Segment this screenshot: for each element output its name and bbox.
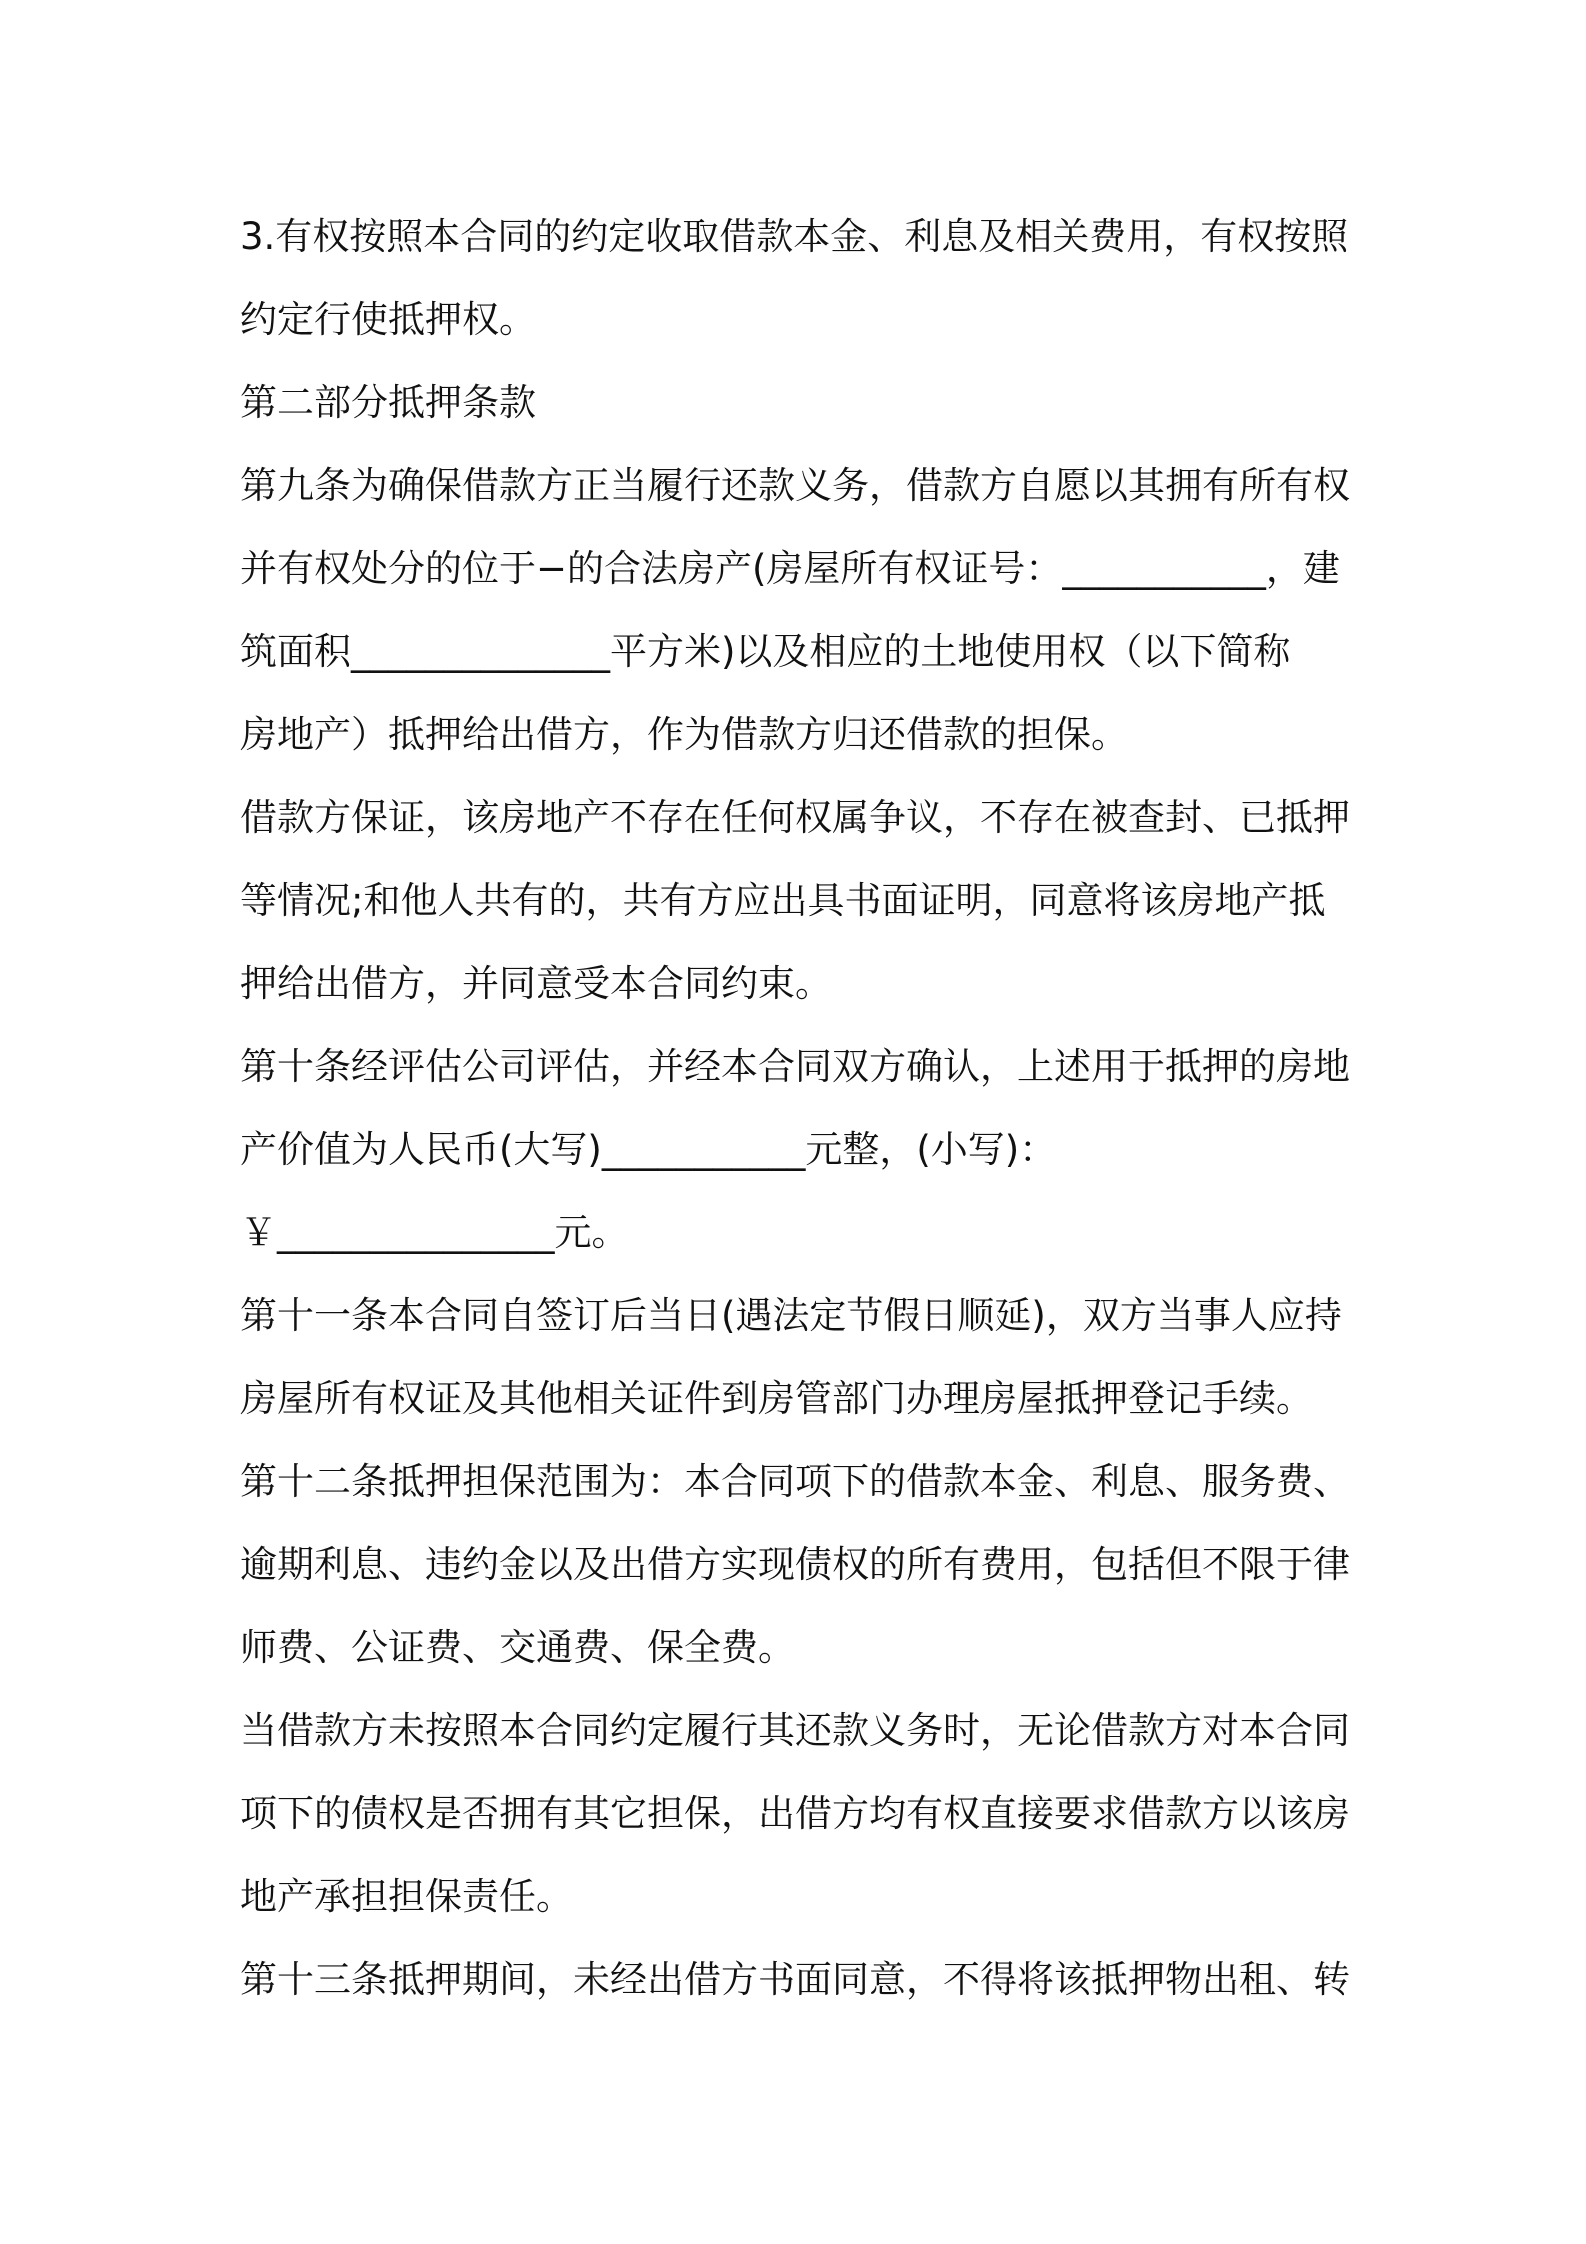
text-line: 房地产）抵押给出借方，作为借款方归还借款的担保。 xyxy=(240,713,1128,756)
text-line: 第十三条抵押期间，未经出借方书面同意，不得将该抵押物出租、转 xyxy=(240,1958,1350,2001)
contract-body xyxy=(240,195,1360,2021)
text-line: 筑面积______________平方米)以及相应的土地使用权（以下简称 xyxy=(240,630,1291,673)
text-line: 逾期利息、违约金以及出借方实现债权的所有费用，包括但不限于律 xyxy=(240,1543,1350,1586)
text-line: 押给出借方，并同意受本合同约束。 xyxy=(240,962,832,1005)
text-line: 等情况;和他人共有的，共有方应出具书面证明，同意将该房地产抵 xyxy=(240,879,1326,922)
text-line: 并有权处分的位于−的合法房产(房屋所有权证号：___________，建 xyxy=(240,547,1340,590)
section-heading: 第二部分抵押条款 xyxy=(240,381,536,424)
text-line: 第十条经评估公司评估，并经本合同双方确认，上述用于抵押的房地 xyxy=(240,1045,1350,1088)
text-line: ￥_______________元。 xyxy=(240,1211,629,1254)
text-line: 第九条为确保借款方正当履行还款义务，借款方自愿以其拥有所有权 xyxy=(240,464,1350,507)
text-line: 约定行使抵押权。 xyxy=(240,298,536,341)
text-line: 产价值为人民币(大写)___________元整，(小写)： xyxy=(240,1128,1057,1171)
text-line: 借款方保证，该房地产不存在任何权属争议，不存在被查封、已抵押 xyxy=(240,796,1350,839)
text-line: 3.有权按照本合同的约定收取借款本金、利息及相关费用，有权按照 xyxy=(240,215,1349,258)
text-line: 第十二条抵押担保范围为：本合同项下的借款本金、利息、服务费、 xyxy=(240,1460,1350,1503)
text-line: 项下的债权是否拥有其它担保，出借方均有权直接要求借款方以该房 xyxy=(240,1792,1350,1835)
text-line: 当借款方未按照本合同约定履行其还款义务时，无论借款方对本合同 xyxy=(240,1709,1350,1752)
text-line: 第十一条本合同自签订后当日(遇法定节假日顺延)，双方当事人应持 xyxy=(240,1294,1342,1337)
text-line: 房屋所有权证及其他相关证件到房管部门办理房屋抵押登记手续。 xyxy=(240,1377,1313,1420)
text-line: 地产承担担保责任。 xyxy=(240,1875,573,1918)
text-line: 师费、公证费、交通费、保全费。 xyxy=(240,1626,795,1669)
